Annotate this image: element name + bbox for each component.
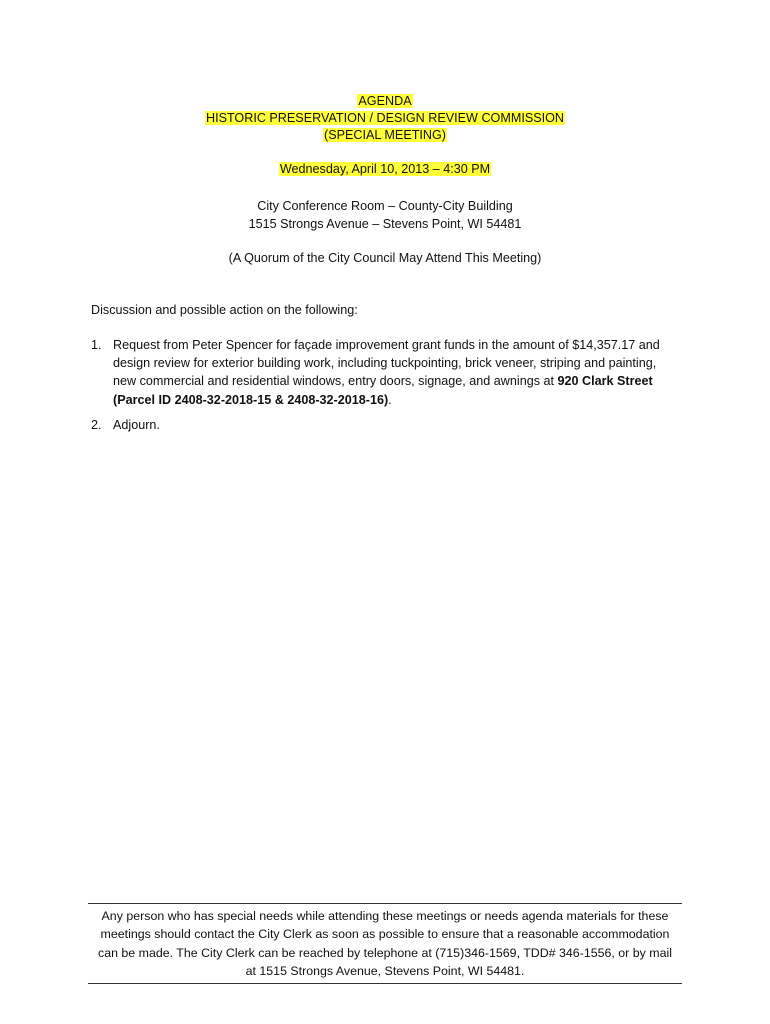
venue-room: City Conference Room – County-City Building — [257, 199, 513, 213]
venue-address: 1515 Strongs Avenue – Stevens Point, WI 54481 — [248, 217, 522, 231]
notice-line: at 1515 Strongs Avenue, Stevens Point, WI 54481. — [245, 963, 525, 978]
commission-name: HISTORIC PRESERVATION / DESIGN REVIEW COMMISSION — [205, 111, 565, 125]
notice-line: Any person who has special needs while attending these meetings or needs agenda materials for these — [101, 909, 669, 923]
agenda-item-parcel: (Parcel ID 2408-32-2018-15 & 2408-32-2018-16) — [113, 392, 389, 407]
agenda-list — [91, 336, 681, 441]
agenda-item-2 — [91, 416, 681, 434]
agenda-item-1 — [91, 336, 681, 409]
quorum-note: (A Quorum of the City Council May Attend This Meeting) — [228, 251, 542, 265]
agenda-item-number: 2. — [91, 417, 102, 432]
meeting-venue — [0, 197, 770, 233]
agenda-item-text: Adjourn. — [113, 417, 160, 432]
agenda-item-number: 1. — [91, 338, 102, 352]
meeting-datetime: Wednesday, April 10, 2013 – 4:30 PM — [279, 162, 491, 176]
notice-line: can be made. The City Clerk can be reached by telephone at (715)346-1569, TDD# 346-1556, or by mail — [98, 945, 672, 960]
agenda-item-period: . — [388, 392, 392, 407]
agenda-header — [0, 93, 770, 178]
agenda-intro: Discussion and possible action on the following: — [91, 303, 358, 317]
agenda-item-text: Request from Peter Spencer for façade improvement grant funds in the amount of $14,357.17 and design review for exterior building work, including tuckpointing, brick veneer, striping and painting, new commercial and residential windows, entry doors, signage, and awnings at — [113, 338, 660, 389]
accessibility-notice — [88, 903, 682, 984]
meeting-type: (SPECIAL MEETING) — [324, 128, 446, 142]
agenda-title: AGENDA — [358, 94, 412, 108]
notice-line: meetings should contact the City Clerk as soon as possible to ensure that a reasonable accommodation — [100, 927, 670, 942]
agenda-item-address: 920 Clark Street — [557, 374, 653, 389]
